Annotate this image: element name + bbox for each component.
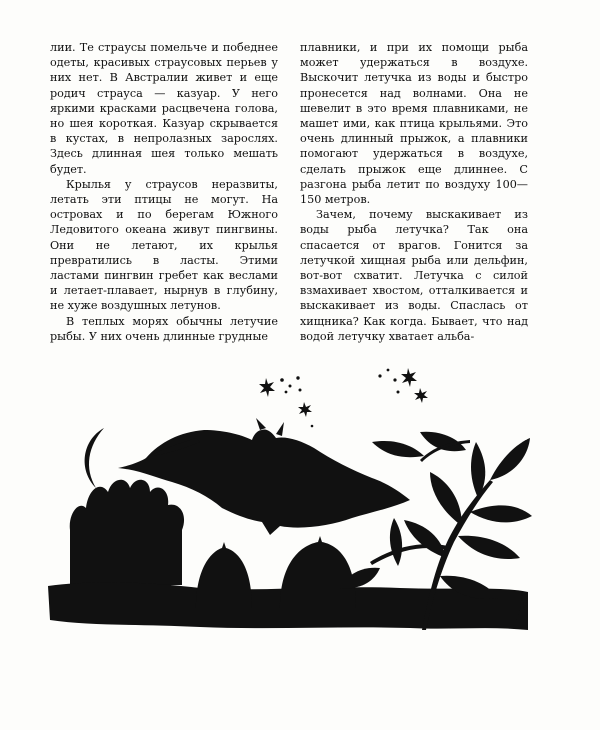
paragraph: Крылья у страусов неразвиты, летать эти птицы не могут. На островах и по берегам Южного Ледовитого океана живут пингвины. Они не летают, их крылья превратились в ласты. Этими ластами пингвин гребет как веслами и летает-плавает, нырнув в глубину, не хуже воздушных летунов. bbox=[50, 177, 278, 313]
leaf bbox=[430, 472, 462, 526]
haystack-left bbox=[196, 542, 252, 608]
star-dot bbox=[311, 425, 314, 428]
star-dot bbox=[289, 385, 292, 388]
star-icon bbox=[414, 388, 428, 403]
leaf bbox=[390, 518, 402, 566]
trees-group bbox=[70, 480, 184, 590]
star-dot bbox=[299, 389, 302, 392]
star-dot bbox=[378, 374, 381, 377]
star-dot bbox=[393, 378, 396, 381]
bat-night-illustration bbox=[0, 330, 600, 730]
paragraph: Зачем, почему выскакивает из воды рыба летучка? Так она спасается от врагов. Гонится за летучкой хищная рыба или дельфин, вот-вот схватит. Летучка с силой взмахивает хвостом, отталкивается и выскакивает из воды. Спаслась от хищника? Как когда. Бывает, что над водой летучку хватает альба- bbox=[300, 208, 528, 343]
haystack-right bbox=[280, 536, 356, 608]
right-text-column bbox=[300, 40, 528, 344]
star-dot bbox=[387, 369, 390, 372]
left-text-column bbox=[50, 40, 278, 344]
paragraph: В теплых морях обычны летучие рыбы. У них очень длинные грудные bbox=[50, 314, 278, 343]
crescent-moon bbox=[85, 428, 104, 488]
leaf bbox=[372, 441, 424, 457]
stars-group bbox=[259, 368, 428, 427]
leaf bbox=[404, 520, 446, 558]
star-dot bbox=[296, 376, 299, 379]
leaf bbox=[470, 505, 532, 522]
star-icon bbox=[298, 402, 312, 417]
star-dot bbox=[285, 391, 288, 394]
paragraph: плавники, и при их помощи рыба может удержаться в воздухе. Выскочит летучка из воды и быстро пронесется над волнами. Она не шевелит в это время плавниками, не машет ими, как птица крыльями. Это очень длинный прыжок, а плавники помогают удержаться в воздухе, сделать прыжок еще длиннее. С разгона рыба летит по воздуху 100—150 метров. bbox=[300, 41, 528, 207]
leaf bbox=[490, 438, 530, 480]
paragraph: лии. Те страусы помельче и победнее одеты, красивых страусовых перьев у них нет. В Австралии живет и еще родич страуса — казуар. У него яркими красками расцвечена голова, но шея короткая. Казуар скрывается в кустах, в непролазных зарослях. Здесь длинная шея только мешать будет. bbox=[50, 41, 278, 176]
star-dot bbox=[397, 391, 400, 394]
star-icon bbox=[401, 368, 417, 387]
star-dot bbox=[280, 378, 284, 382]
star-icon bbox=[259, 378, 275, 397]
leaf bbox=[458, 536, 520, 559]
